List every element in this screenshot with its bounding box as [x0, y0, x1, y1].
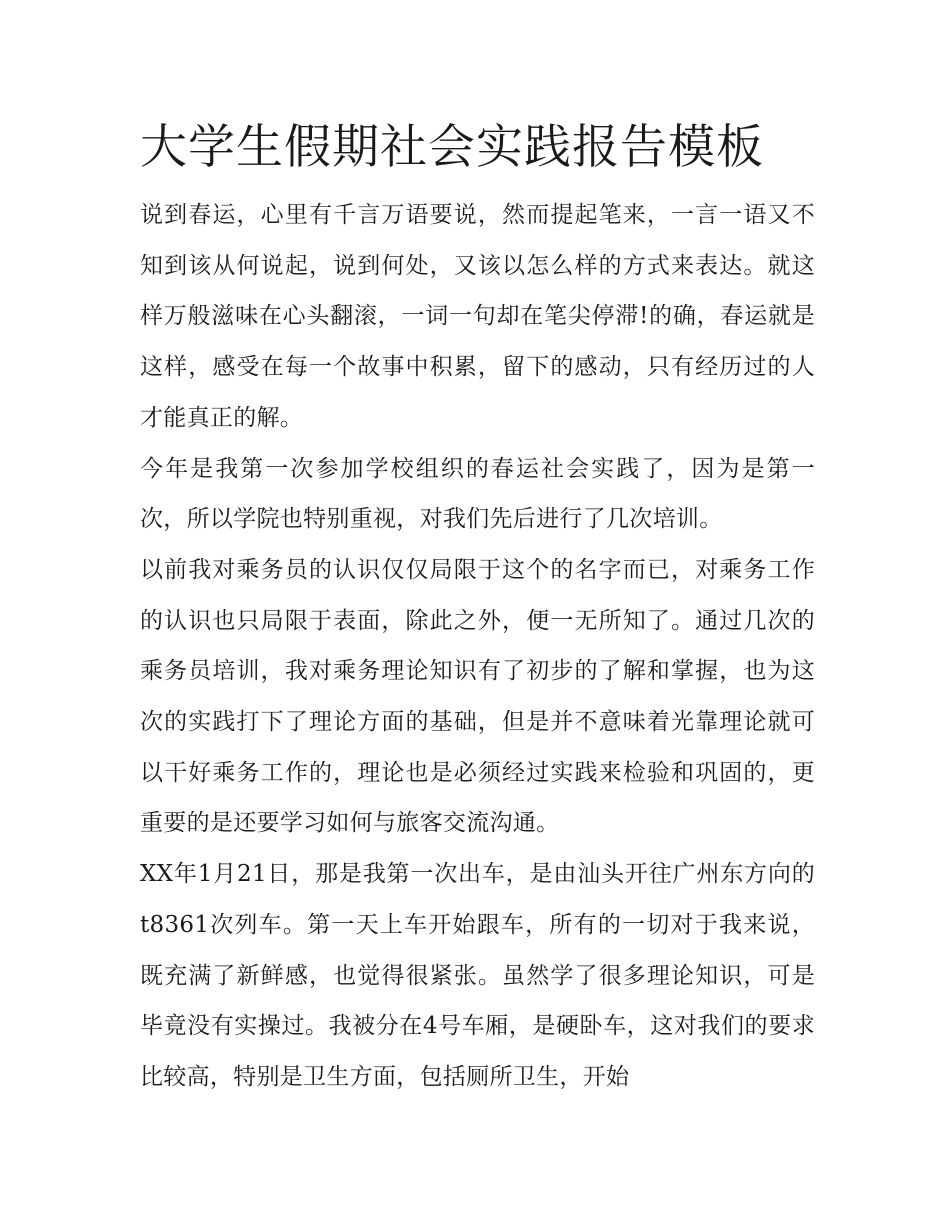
paragraph-4: XX年1月21日，那是我第一次出车，是由汕头开往广州东方向的t8361次列车。第一天上车开始跟车，所有的一切对于我来说，既充满了新鲜感，也觉得很紧张。虽然学了很多理论知识，可是毕竟没有实操过。我被分在4号车厢，是硬卧车，这对我们的要求比较高，特别是卫生方面，包括厕所卫生，开始 [140, 861, 815, 1090]
paragraph-2: 今年是我第一次参加学校组织的春运社会实践了，因为是第一次，所以学院也特别重视，对我们先后进行了几次培训。 [140, 455, 815, 533]
paragraph-1: 说到春运，心里有千言万语要说，然而提起笔来，一言一语又不知到该从何说起，说到何处，又该以怎么样的方式来表达。就这样万般滋味在心头翻滚，一词一句却在笔尖停滞!的确，春运就是这样，感受在每一个故事中积累，留下的感动，只有经历过的人才能真正的解。 [140, 202, 815, 431]
paragraph-3: 以前我对乘务员的认识仅仅局限于这个的名字而已，对乘务工作的认识也只局限于表面，除此之外，便一无所知了。通过几次的乘务员培训，我对乘务理论知识有了初步的了解和掌握，也为这次的实践打下了理论方面的基础，但是并不意味着光靠理论就可以干好乘务工作的，理论也是必须经过实践来检验和巩固的，更重要的是还要学习如何与旅客交流沟通。 [140, 556, 815, 837]
document-body [140, 190, 815, 1103]
document-page [140, 118, 815, 1103]
document-title: 大学生假期社会实践报告模板 [140, 120, 764, 175]
